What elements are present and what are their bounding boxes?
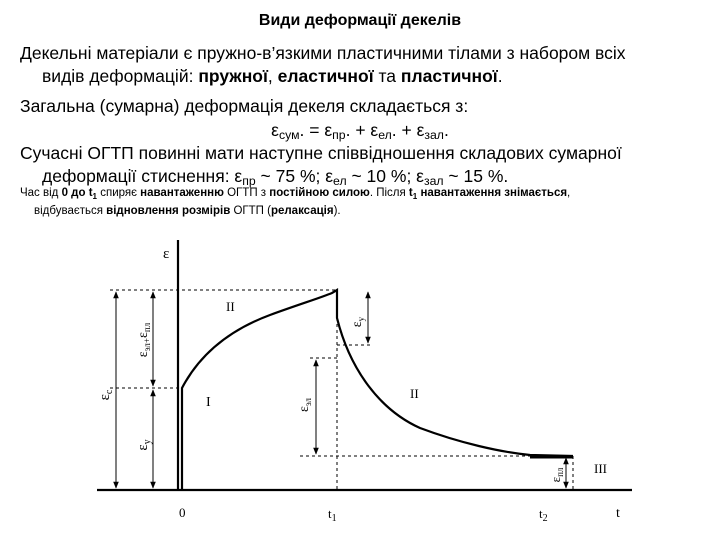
separator: та (373, 66, 401, 86)
zone-III-label: III (594, 461, 607, 476)
zone-I-label: I (206, 395, 211, 410)
zone-II-label-a: II (226, 299, 235, 314)
deformation-elastic: пружної (198, 66, 268, 86)
page-title: Види деформації декелів (258, 12, 462, 29)
deformation-viscoelastic: еластичної (277, 66, 374, 86)
note-line1: Час від 0 до $t_1$ спиряє навантаженню ОГТП з постійною силою. Після $t_1$ навантаження знімається, (20, 187, 571, 201)
separator: , (267, 66, 278, 86)
deformation-formula: $\varepsilon_{сум}$. = $\varepsilon_{пр}$. + $\varepsilon_{ел}$. + $\varepsilon_{зал}$. (271, 120, 449, 142)
eps-pl-label: $\varepsilon_{пл}$ (548, 467, 565, 483)
paragraph-ratio-line1: Сучасні ОГТП повинні мати наступне співвідношення складових сумарної (20, 143, 622, 163)
eps-y-left-label: $\varepsilon_y$ (135, 439, 153, 451)
note-line2: відбувається відновлення розмірів ОГТП (релаксація). (34, 205, 341, 217)
eps-c-label: $\varepsilon_c$ (97, 389, 115, 401)
eps-y-top-label: $\varepsilon_y$ (350, 316, 366, 328)
t2-label: $t_2$ (539, 506, 548, 524)
deformation-curve (182, 290, 573, 490)
zone-II-label-b: II (410, 386, 419, 401)
y-axis-label: ε (163, 246, 170, 262)
paragraph-total: Загальна (сумарна) деформація декеля складається з: (20, 96, 469, 116)
origin-label: 0 (179, 505, 186, 520)
deformation-plastic: пластичної (400, 66, 498, 86)
t1-label: $t_1$ (328, 506, 337, 524)
eps-el-label: $\varepsilon_{эл}$ (297, 397, 313, 413)
eps-el-pl-label: $\varepsilon_{эл+}\varepsilon_{пл}$ (136, 322, 152, 358)
deformation-types-intro: видів деформацій: (42, 66, 199, 86)
x-axis-label: t (616, 506, 620, 521)
period: . (497, 66, 503, 86)
paragraph-ratio-line2: деформації стиснення: $\varepsilon_{пр}$ ~ 75 %; $\varepsilon_{ел}$ ~ 10 %; $\varepsilon_{зал}$ ~ 15 %. (42, 166, 509, 188)
paragraph-materials-line1: Декельні матеріали є пружно-в’язкими пластичними тілами з набором всіх (20, 43, 626, 63)
